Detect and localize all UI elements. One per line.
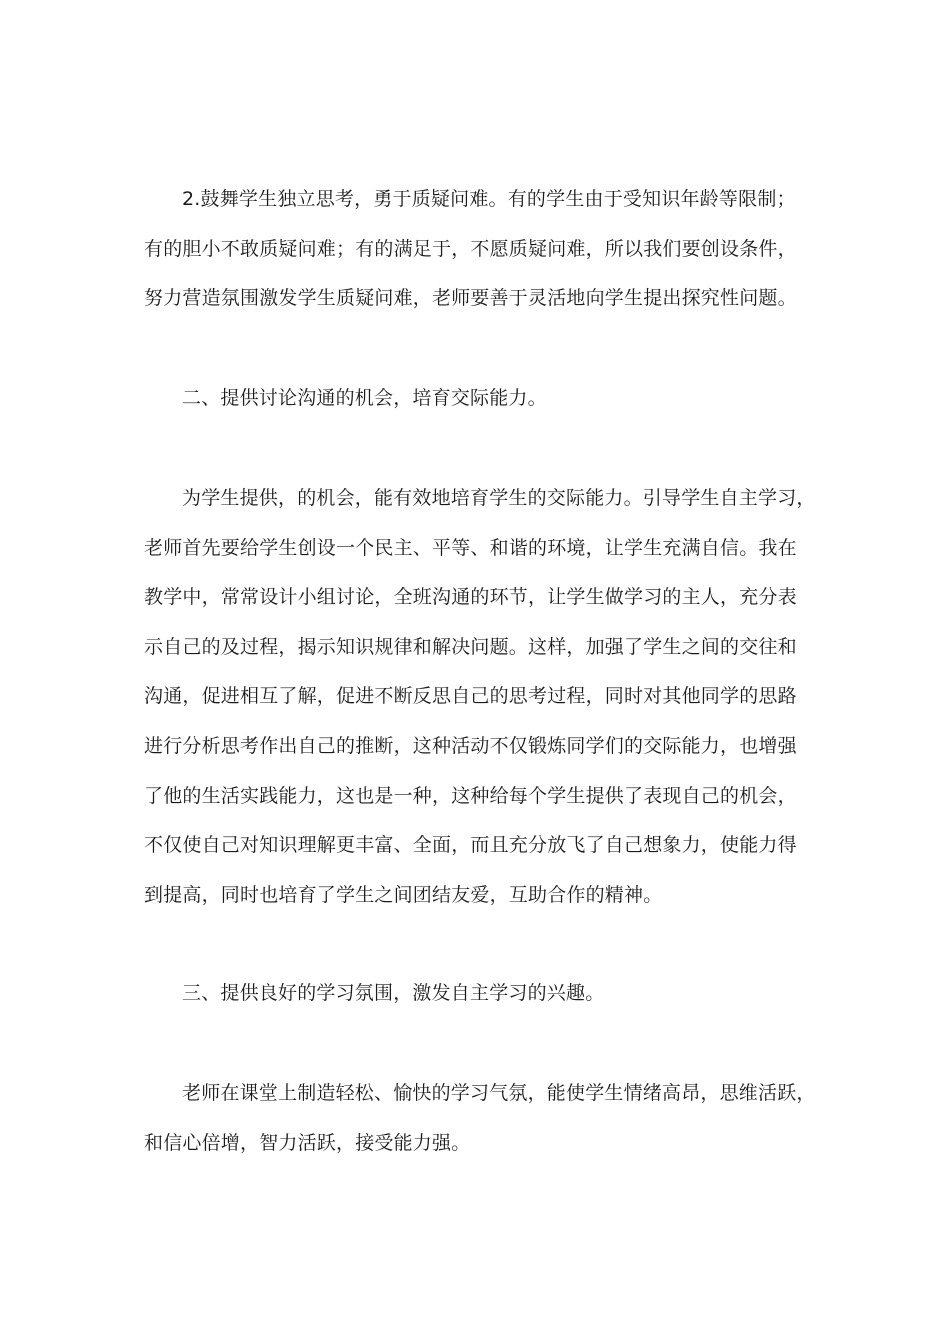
text-line: 不仅使自己对知识理解更丰富、全面，而且充分放飞了自己想象力，使能力得 [144, 834, 797, 857]
paragraph-atmosphere [144, 1069, 816, 1168]
heading-text: 三、提供良好的学习氛围，激发自主学习的兴趣。 [182, 982, 605, 1004]
section-heading-2 [144, 374, 810, 424]
paragraph-communication [144, 474, 816, 920]
text-line: 老师首先要给学生创设一个民主、平等、和谐的环境，让学生充满自信。我在 [144, 536, 797, 559]
text-line: 努力营造氛围激发学生质疑问难，老师要善于灵活地向学生提出探究性问题。 [144, 287, 797, 310]
paragraph-encourage-questioning [144, 175, 810, 324]
text-line: 进行分析思考作出自己的推断，这种活动不仅锻炼同学们的交际能力，也增强 [144, 734, 797, 757]
heading-text: 二、提供讨论沟通的机会，培育交际能力。 [182, 387, 547, 409]
section-heading-3 [144, 969, 810, 1019]
text-line: 2.鼓舞学生独立思考，勇于质疑问难。有的学生由于受知识年龄等限制； [182, 188, 796, 210]
text-line: 到提高，同时也培育了学生之间团结友爱，互助合作的精神。 [144, 883, 663, 906]
text-line: 示自己的及过程，揭示知识规律和解决问题。这样，加强了学生之间的交往和 [144, 635, 797, 658]
text-line: 和信心倍增，智力活跃，接受能力强。 [144, 1131, 471, 1154]
text-line: 为学生提供，的机会，能有效地培育学生的交际能力。引导学生自主学习， [182, 487, 816, 509]
text-line: 老师在课堂上制造轻松、愉快的学习气氛，能使学生情绪高昂，思维活跃， [182, 1082, 816, 1104]
text-line: 沟通，促进相互了解，促进不断反思自己的思考过程，同时对其他同学的思路 [144, 685, 797, 708]
text-line: 了他的生活实践能力，这也是一种，这种给每个学生提供了表现自己的机会， [144, 784, 797, 807]
text-line: 有的胆小不敢质疑问难；有的满足于，不愿质疑问难，所以我们要创设条件， [144, 237, 797, 260]
text-line: 教学中，常常设计小组讨论，全班沟通的环节，让学生做学习的主人，充分表 [144, 586, 797, 609]
